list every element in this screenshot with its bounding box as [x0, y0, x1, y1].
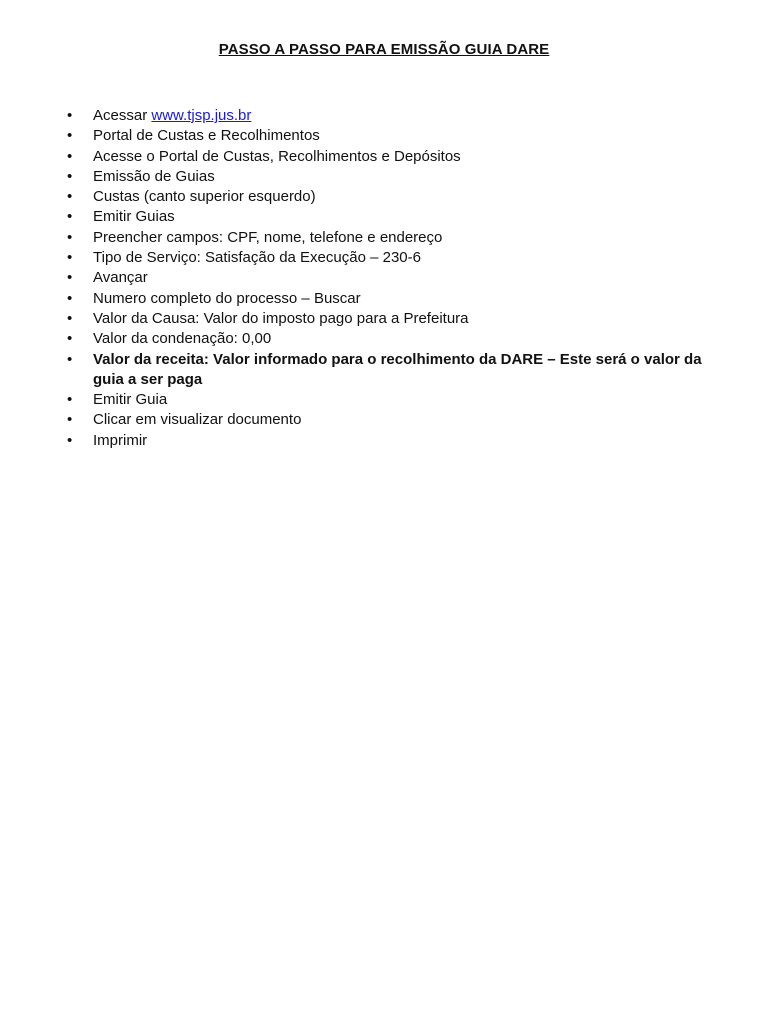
list-item	[67, 390, 717, 410]
bullet-icon: •	[67, 350, 73, 368]
step-text: Numero completo do processo – Buscar	[93, 289, 361, 307]
bullet-icon: •	[67, 208, 73, 226]
bullet-icon: •	[67, 411, 73, 429]
step-text: Emitir Guia	[93, 391, 168, 409]
list-item	[67, 126, 717, 146]
list-item	[67, 329, 717, 349]
list-item	[67, 268, 717, 288]
list-item	[67, 248, 717, 268]
list-item	[67, 289, 717, 309]
step-text: Imprimir	[93, 431, 148, 449]
list-item	[67, 207, 717, 227]
bullet-icon: •	[67, 431, 73, 449]
step-text: Emissão de Guias	[93, 167, 215, 185]
list-item	[67, 309, 717, 329]
step-text: Emitir Guias	[93, 208, 175, 226]
step-text: Tipo de Serviço: Satisfação da Execução – 230-6	[93, 249, 421, 267]
tjsp-link[interactable]: www.tjsp.jus.br	[151, 107, 252, 124]
bullet-icon: •	[67, 391, 73, 409]
list-item	[67, 228, 717, 248]
step-text: Acesse o Portal de Custas, Recolhimentos e Depósitos	[93, 147, 461, 165]
bullet-icon: •	[67, 228, 73, 246]
list-item	[67, 187, 717, 207]
steps-list	[67, 106, 717, 451]
list-item	[67, 350, 717, 391]
list-item	[67, 431, 717, 451]
bullet-icon: •	[67, 127, 73, 145]
list-item	[67, 147, 717, 167]
list-item	[67, 167, 717, 187]
bullet-icon: •	[67, 107, 73, 124]
step-text: Valor da Causa: Valor do imposto pago para a Prefeitura	[93, 309, 469, 327]
list-item	[67, 106, 717, 126]
bullet-icon: •	[67, 289, 73, 307]
bullet-icon: •	[67, 269, 73, 287]
step-text: Avançar	[93, 269, 148, 287]
bullet-icon: •	[67, 188, 73, 206]
bullet-icon: •	[67, 167, 73, 185]
list-item	[67, 410, 717, 430]
bullet-icon: •	[67, 147, 73, 165]
step-text: Clicar em visualizar documento	[93, 411, 302, 429]
step-text: Preencher campos: CPF, nome, telefone e endereço	[93, 228, 443, 246]
step-text: Custas (canto superior esquerdo)	[93, 188, 316, 206]
step-text: Portal de Custas e Recolhimentos	[93, 127, 320, 145]
step-text-bold: Valor da receita: Valor informado para o recolhimento da DARE – Este será o valor da guia a ser paga	[93, 350, 702, 388]
page-title: PASSO A PASSO PARA EMISSÃO GUIA DARE	[218, 41, 550, 58]
bullet-icon: •	[67, 249, 73, 267]
bullet-icon: •	[67, 309, 73, 327]
bullet-icon: •	[67, 330, 73, 348]
step-text: Valor da condenação: 0,00	[93, 330, 272, 348]
step-prefix: Acessar	[93, 107, 152, 124]
